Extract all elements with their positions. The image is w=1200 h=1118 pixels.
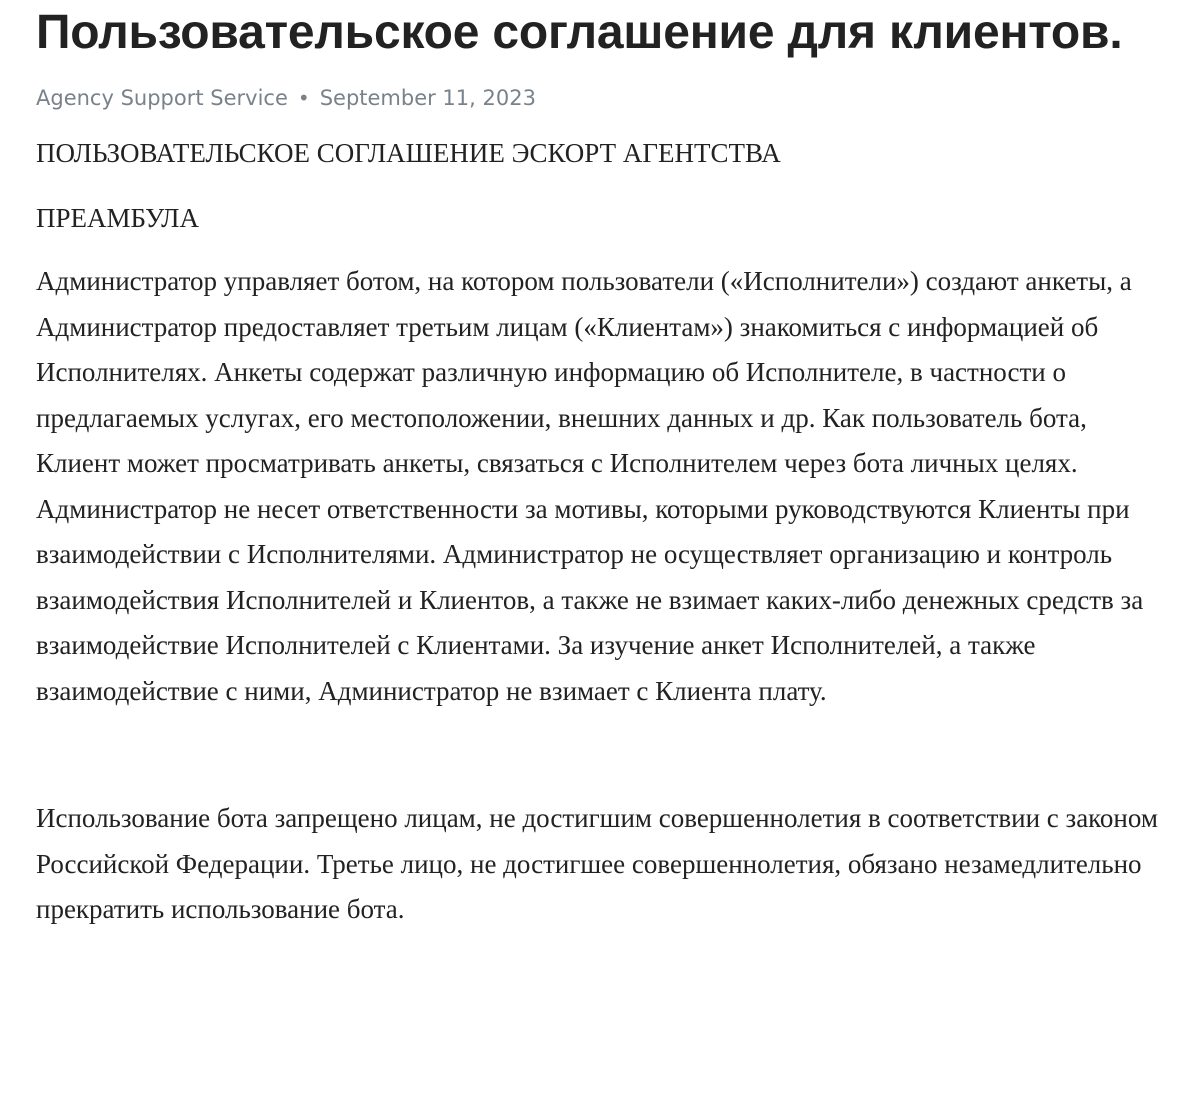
article [36, 0, 1176, 933]
paragraph-age-restriction: Использование бота запрещено лицам, не достигшим совершеннолетия в соответствии с законом Российской Федерации. Третье лицо, не достигшее совершеннолетия, обязано незамедлительно прекратить использование бота. [36, 803, 1158, 924]
author-name[interactable]: Agency Support Service [36, 86, 288, 110]
article-body [36, 131, 1176, 933]
agreement-heading: ПОЛЬЗОВАТЕЛЬСКОЕ СОГЛАШЕНИЕ ЭСКОРТ АГЕНТСТВА [36, 138, 781, 168]
publish-date: September 11, 2023 [319, 86, 536, 110]
paragraph-spacer [36, 714, 1176, 776]
meta-separator: • [297, 86, 310, 110]
article-title: Пользовательское соглашение для клиентов. [36, 6, 1123, 59]
article-meta [36, 84, 1176, 112]
preamble-heading: ПРЕАМБУЛА [36, 202, 199, 233]
paragraph-preamble-text: Администратор управляет ботом, на котором пользователи («Исполнители») создают анкеты, а Администратор предоставляет третьим лицам («Клиентам») знакомиться с информацией об Исполнителях. Анкеты содержат различную информацию об Исполнителе, в частности о предлагаемых услугах, его местоположении, внешних данных и др. Как пользователь бота, Клиент может просматривать анкеты, связаться с Исполнителем через бота личных целях. Администратор не несет ответственности за мотивы, которыми руководствуются Клиенты при взаимодействии с Исполнителями. Администратор не осуществляет организацию и контроль взаимодействия Исполнителей и Клиентов, а также не взимает каких-либо денежных средств за взаимодействие Исполнителей с Клиентами. За изучение анкет Исполнителей, а также взаимодействие с ними, Администратор не взимает с Клиента плату. [36, 266, 1144, 706]
